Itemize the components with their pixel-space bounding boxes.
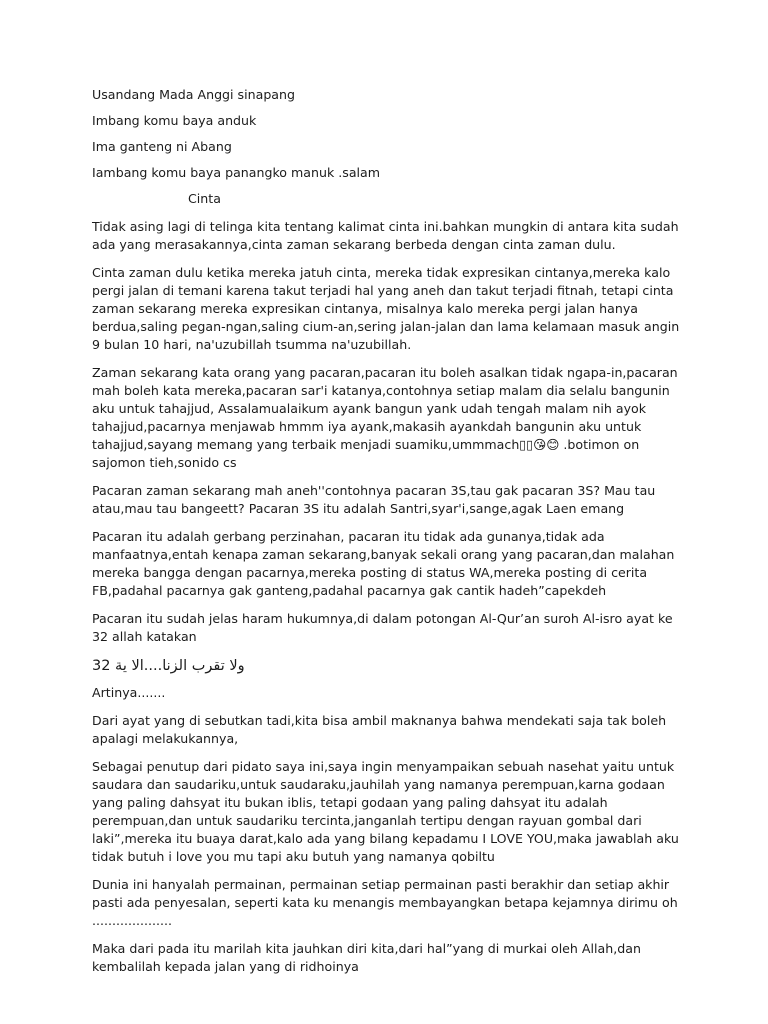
paragraph-1: Tidak asing lagi di telinga kita tentang kalimat cinta ini.bahkan mungkin di antara kita sudah ada yang merasakannya,cinta zaman sekarang berbeda dengan cinta zaman dulu. (92, 219, 679, 252)
paragraph-8: Dari ayat yang di sebutkan tadi,kita bisa ambil maknanya bahwa mendekati saja tak boleh apalagi melakukannya, (92, 713, 667, 746)
paragraph-6: Pacaran itu sudah jelas haram hukumnya,di dalam potongan Al-Qur’an suroh Al-isro ayat ke 32 allah katakan (92, 611, 673, 644)
paragraph-11: Maka dari pada itu marilah kita jauhkan diri kita,dari hal”yang di murkai oleh Allah,dan kembalilah kepada jalan yang di ridhoinya (92, 941, 641, 974)
paragraph-3: Zaman sekarang kata orang yang pacaran,pacaran itu boleh asalkan tidak ngapa-in,pacaran mah boleh kata mereka,pacaran sar'i katanya,contohnya setiap malam dia selalu bangunin aku untuk tahajjud, Assalamualaikum ayank bangun yank udah tengah malam nih ayok tahajjud,pacarnya menjawab hmmm iya ayank,makasih ayankdah bangunin aku untuk tahajjud,sayang memang yang terbaik menjadi suamiku,ummmach▯▯😘😊 .botimon on sajomon tieh,sonido cs (92, 365, 678, 470)
header-line-3: Ima ganteng ni Abang (92, 139, 232, 154)
paragraph-2: Cinta zaman dulu ketika mereka jatuh cinta, mereka tidak expresikan cintanya,mereka kalo pergi jalan di temani karena takut terjadi hal yang aneh dan takut terjadi fitnah, tetapi cinta zaman sekarang mereka expresikan cintanya, misalnya kalo mereka pergi jalan hanya berdua,saling pegan-ngan,saling cium-an,sering jalan-jalan dan lama kelamaan masuk angin 9 bulan 10 hari, na'uzubillah tsumma na'uzubillah. (92, 265, 680, 352)
document-body (92, 86, 682, 986)
paragraph-10: Dunia ini hanyalah permainan, permainan setiap permainan pasti berakhir dan setiap akhir pasti ada penyesalan, seperti kata ku menangis membayangkan betapa kejamnya dirimu oh .................... (92, 877, 678, 928)
paragraph-5: Pacaran itu adalah gerbang perzinahan, pacaran itu tidak ada gunanya,tidak ada manfaatnya,entah kenapa zaman sekarang,banyak sekali orang yang pacaran,dan malahan mereka bangga dengan pacarnya,mereka posting di status WA,mereka posting di cerita FB,padahal pacarnya gak ganteng,padahal pacarnya gak cantik hadeh”capekdeh (92, 529, 675, 598)
paragraph-9: Sebagai penutup dari pidato saya ini,saya ingin menyampaikan sebuah nasehat yaitu untuk saudara dan saudariku,untuk saudaraku,jauhilah yang namanya perempuan,karna godaan yang paling dahsyat itu bukan iblis, tetapi godaan yang paling dahsyat itu adalah perempuan,dan untuk saudariku tercinta,janganlah tertipu dengan rayuan gombal dari laki”,mereka itu buaya darat,kalo ada yang bilang kepadamu I LOVE YOU,maka jawablah aku tidak butuh i love you mu tapi aku butuh yang namanya qobiltu (92, 759, 679, 864)
arabic-verse: ولا تقرب الزنا....الا ية 32 (92, 658, 245, 674)
header-line-2: Imbang komu baya anduk (92, 113, 257, 128)
paragraph-7: Artinya....... (92, 685, 166, 700)
document-title: Cinta (188, 191, 221, 206)
paragraph-4: Pacaran zaman sekarang mah aneh''contohnya pacaran 3S,tau gak pacaran 3S? Mau tau atau,mau tau bangeett? Pacaran 3S itu adalah Santri,syar'i,sange,agak Laen emang (92, 483, 656, 516)
header-line-1: Usandang Mada Anggi sinapang (92, 87, 296, 102)
header-line-4: Iambang komu baya panangko manuk .salam (92, 165, 381, 180)
